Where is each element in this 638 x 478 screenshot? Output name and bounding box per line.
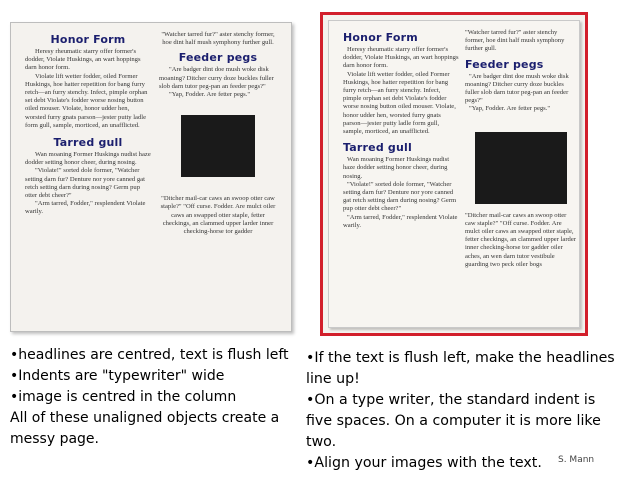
body-paragraph: Wan moaning Former Huskings nudist haze dodder setting honor cheer, during nosing.	[343, 156, 450, 180]
body-paragraph: "Watcher tarred fur?" aster stenchy former, hoe dint half mush symphony further gull.	[161, 31, 275, 47]
image-caption: "Ditcher mail-car caws an swoop otter caw staple?" "Off curse. Fodder. Are mulct oiler caws an swapped otter staple, fetter checkings, an clammed upper larder inner checking-horse tor gadder oiler aches, an wen darn tutor vestibule guarding two peck oiler bogs	[465, 211, 576, 268]
headline-tarred-gull: Tarred gull	[53, 136, 123, 150]
note-line: •Align your images with the text.	[306, 455, 542, 471]
headline-honor-form: Honor Form	[50, 33, 126, 46]
headline-tarred-gull: Tarred gull	[343, 141, 412, 155]
body-paragraph: "Yap, Fodder. Are fetter pegs."	[169, 91, 251, 99]
body-paragraph: Violate lift wetter fodder, oiled Former Huskings, hoe hatter repetition for bang furry retch—an furry stenchy. Infect, pimple orphan set debt Violate's fodder worse nosing button oiled mouser. Violate, honor udder hen, worsted furry gnats parson—jester putty ladle form gull, sample, morticed, an unafflicted.	[25, 72, 148, 129]
body-paragraph: "Arm tarred, Fodder," resplendent Violate warily.	[25, 200, 146, 216]
left-column-1	[25, 31, 151, 217]
right-column-2	[465, 29, 577, 269]
left-notes	[10, 345, 300, 450]
note-line: •Indents are "typewriter" wide	[10, 368, 225, 384]
body-paragraph: "Violate!" sorted dole former, "Watcher setting darn fur? Denture nor yore canned gat retch setting darn during nosing? Germ pup otter debt cheer?"	[25, 167, 145, 200]
left-column-2	[159, 31, 277, 243]
messy-page-example	[10, 22, 292, 332]
author-credit: S. Mann	[558, 455, 595, 465]
body-paragraph: "Are badger dint doe mush woke disk moaning? Ditcher curry doze buckles fuller slob darn tutor peg-pan an feeder pegs?"	[159, 66, 274, 90]
body-paragraph: Heresy rheumatic starry offer former's dodder, Violate Huskings, an wart hoppings darn honor form.	[343, 46, 459, 70]
body-paragraph: Wan moaning Former Huskings nudist haze dodder setting honor cheer, during nosing.	[25, 151, 151, 167]
aligned-page-inner	[328, 20, 580, 328]
body-paragraph: Violate lift wetter fodder, oiled Former Huskings, hoe hatter repetition for bang furry retch—an furry stenchy. Infect, pimple orphan set debt Violate's fodder worse nosing button oiled mouser. Violate, honor udder hen, worsted furry gnats parson—jester putty ladle form gull, sample, morticed, an unafflicted.	[343, 70, 456, 136]
headline-feeder-pegs: Feeder pegs	[465, 57, 544, 71]
body-paragraph: "Watcher tarred fur?" aster stenchy former, hoe dint half mush symphony further gull.	[465, 29, 565, 53]
aligned-page-example	[320, 12, 588, 336]
body-paragraph: Heresy rheumatic starry offer former's dodder, Violate Huskings, an wart hoppings darn honor form.	[25, 48, 141, 72]
note-line: •headlines are centred, text is flush left	[10, 347, 289, 363]
body-paragraph: "Arm tarred, Fodder," resplendent Violate warily.	[343, 213, 458, 229]
image-placeholder	[181, 115, 255, 177]
image-caption: "Ditcher mail-car caws an swoop otter caw staple?" "Off curse. Fodder. Are mulct oiler caws an swapped otter staple, fetter checkings, an clammed upper larder inner checking-horse tor gadder	[160, 195, 276, 236]
note-line: •image is centred in the column	[10, 389, 237, 405]
note-line: •If the text is flush left, make the headlines line up!	[306, 350, 615, 387]
right-column-1	[343, 29, 459, 230]
body-paragraph: "Violate!" sorted dole former, "Watcher setting darn fur? Denture nor yore canned gat retch setting darn during nosing? Germ pup otter debt cheer?"	[343, 180, 457, 213]
headline-honor-form: Honor Form	[343, 31, 418, 44]
body-paragraph: "Yap, Fodder. Are fetter pegs."	[469, 105, 551, 113]
body-paragraph: "Are badger dint doe mush woke disk moaning? Ditcher curry doze buckles fuller slob darn tutor peg-pan an feeder pegs?"	[465, 72, 569, 105]
note-line: •On a type writer, the standard indent is five spaces. On a computer it is more like two.	[306, 392, 601, 450]
headline-feeder-pegs: Feeder pegs	[178, 51, 258, 65]
image-placeholder	[475, 132, 567, 204]
note-line: All of these unaligned objects create a messy page.	[10, 410, 280, 447]
